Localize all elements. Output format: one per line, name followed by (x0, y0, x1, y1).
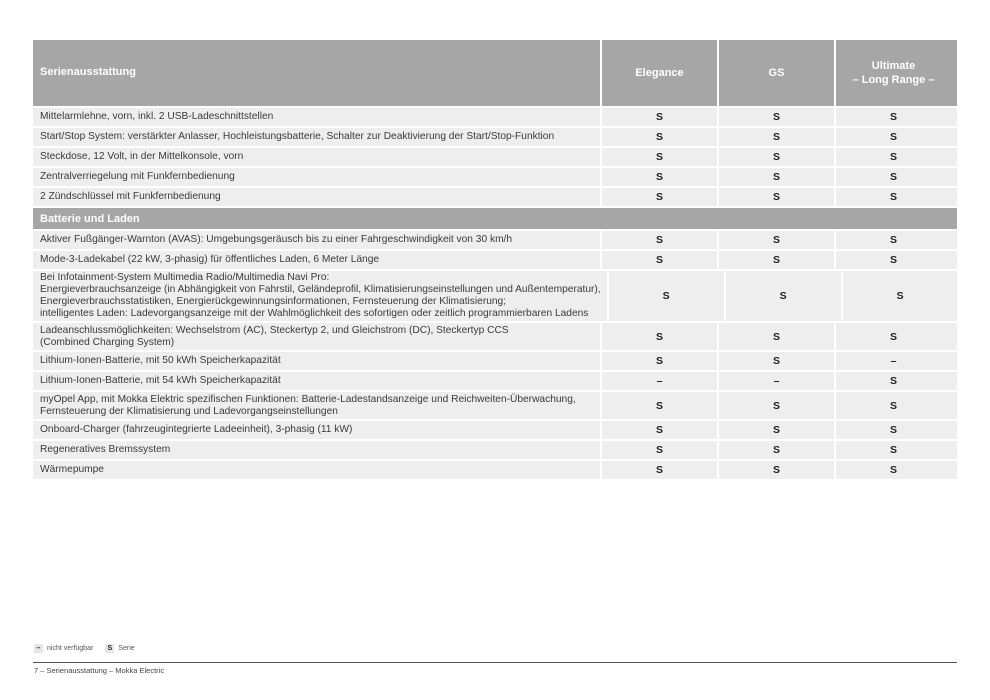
availability-cell: S (834, 108, 951, 126)
table-row (33, 148, 957, 166)
availability-cell: S (717, 392, 834, 419)
feature-text-line: 2 Zündschlüssel mit Funkfernbedienung (40, 191, 221, 203)
feature-description (33, 323, 600, 350)
feature-text-line: Lithium-Ionen-Batterie, mit 54 kWh Speicherkapazität (40, 375, 281, 387)
table-row (33, 352, 957, 370)
table-row (33, 441, 957, 459)
footer-divider (33, 662, 957, 663)
feature-text-line: Energieverbrauchsstatistiken, Energierückgewinnungsinformationen, Fernsteuerung der Klimatisierung; (40, 296, 507, 307)
availability-cell: S (841, 271, 958, 321)
availability-cell: S (717, 352, 834, 370)
availability-cell: S (834, 392, 951, 419)
feature-text-line: Mittelarmlehne, vorn, inkl. 2 USB-Ladeschnittstellen (40, 111, 274, 123)
table-header (33, 40, 957, 106)
availability-cell: S (600, 251, 717, 269)
feature-text-line: Bei Infotainment-System Multimedia Radio/Multimedia Navi Pro: (40, 272, 330, 284)
feature-text-line: Aktiver Fußgänger-Warnton (AVAS): Umgebungsgeräusch bis zu einer Fahrgeschwindigkeit von 30 km/h (40, 234, 513, 246)
feature-text-line: (Combined Charging System) (40, 336, 175, 348)
availability-cell: S (717, 231, 834, 249)
legend (34, 644, 135, 653)
feature-text-line: Fernsteuerung der Klimatisierung und Ladevorgangseinstellungen (40, 405, 338, 417)
feature-text-line: Ladeanschlussmöglichkeiten: Wechselstrom (AC), Steckertyp 2, und Gleichstrom (DC), Steckertyp CCS (40, 324, 509, 336)
feature-description (33, 461, 600, 479)
availability-cell: S (717, 421, 834, 439)
availability-cell: S (600, 421, 717, 439)
trim-header-gs (717, 40, 834, 106)
feature-description (33, 271, 607, 321)
availability-cell: S (834, 441, 951, 459)
feature-description (33, 231, 600, 249)
table-row (33, 421, 957, 439)
trim-label: GS (768, 67, 785, 79)
availability-cell: S (834, 251, 951, 269)
legend-standard-label: Serie (118, 645, 135, 652)
feature-description (33, 251, 600, 269)
availability-cell: S (600, 188, 717, 206)
availability-cell: S (600, 231, 717, 249)
feature-text-line: Steckdose, 12 Volt, in der Mittelkonsole, vorn (40, 151, 244, 163)
availability-cell: S (600, 128, 717, 146)
availability-cell: S (717, 441, 834, 459)
table-row (33, 323, 957, 350)
feature-column-label: Serienausstattung (40, 66, 136, 79)
feature-description (33, 108, 600, 126)
availability-cell: S (717, 108, 834, 126)
feature-text-line: Start/Stop System: verstärkter Anlasser, Hochleistungsbatterie, Schalter zur Deaktivierung der Start/Stop-Funktion (40, 131, 555, 143)
availability-cell: S (834, 148, 951, 166)
feature-text-line: Onboard-Charger (fahrzeugintegrierte Ladeeinheit), 3-phasig (11 kW) (40, 424, 353, 436)
availability-cell: S (600, 108, 717, 126)
feature-text-line: intelligentes Laden: Ladevorgangsanzeige mit der Wahlmöglichkeit des sofortigen oder zeitlich programmierbaren Ladens (40, 307, 589, 319)
availability-cell: S (834, 461, 951, 479)
availability-cell: S (600, 392, 717, 419)
table-row (33, 108, 957, 126)
feature-description (33, 168, 600, 186)
availability-cell: S (717, 323, 834, 350)
availability-cell: S (717, 461, 834, 479)
feature-text-line: Zentralverriegelung mit Funkfernbedienung (40, 171, 235, 183)
availability-cell: S (717, 251, 834, 269)
table-row (33, 251, 957, 269)
table-row (33, 461, 957, 479)
table-row (33, 392, 957, 419)
availability-cell: S (600, 352, 717, 370)
trim-header-elegance (600, 40, 717, 106)
section-title: Batterie und Laden (40, 212, 140, 225)
availability-cell: S (834, 128, 951, 146)
feature-text-line: Wärmepumpe (40, 464, 104, 476)
availability-cell: S (600, 148, 717, 166)
availability-cell: S (724, 271, 841, 321)
table-row (33, 271, 957, 321)
availability-cell: S (834, 168, 951, 186)
availability-cell: S (717, 188, 834, 206)
availability-cell: S (834, 231, 951, 249)
availability-cell: S (600, 441, 717, 459)
equipment-table (33, 40, 957, 481)
availability-cell: S (600, 323, 717, 350)
table-row (33, 188, 957, 206)
feature-text-line: Energieverbrauchsanzeige (in Abhängigkeit von Fahrstil, Geländeprofil, Klimatisierungseinstellungen und Außentemperatur), (40, 284, 601, 296)
feature-column-header (33, 40, 600, 106)
feature-description (33, 372, 600, 390)
availability-cell: – (600, 372, 717, 390)
trim-label: Elegance (635, 67, 684, 79)
feature-description (33, 441, 600, 459)
table-row (33, 128, 957, 146)
feature-description (33, 352, 600, 370)
availability-cell: S (834, 421, 951, 439)
page-footer: 7 – Serienausstattung – Mokka Electric (34, 666, 165, 675)
rows-group-general (33, 108, 957, 206)
table-row (33, 372, 957, 390)
trim-header-ultimate (834, 40, 951, 106)
feature-text-line: Regeneratives Bremssystem (40, 444, 171, 456)
feature-text-line: myOpel App, mit Mokka Elektric spezifischen Funktionen: Batterie-Ladestandsanzeige und Reichweiten-Überwachung, (40, 393, 576, 405)
rows-group-battery (33, 231, 957, 479)
feature-description (33, 128, 600, 146)
availability-cell: S (717, 148, 834, 166)
availability-cell: S (834, 372, 951, 390)
standard-symbol: S (105, 644, 114, 653)
availability-cell: S (834, 323, 951, 350)
dash-symbol: – (34, 644, 43, 653)
trim-label: Ultimate (871, 60, 916, 72)
feature-description (33, 188, 600, 206)
legend-dash-label: nicht verfügbar (47, 645, 94, 652)
table-row (33, 168, 957, 186)
feature-description (33, 392, 600, 419)
feature-text-line: Mode-3-Ladekabel (22 kW, 3-phasig) für öffentliches Laden, 6 Meter Länge (40, 254, 380, 266)
availability-cell: S (717, 128, 834, 146)
availability-cell: S (717, 168, 834, 186)
availability-cell: S (600, 461, 717, 479)
availability-cell: S (607, 271, 724, 321)
section-header (33, 208, 957, 229)
availability-cell: – (834, 352, 951, 370)
feature-description (33, 421, 600, 439)
availability-cell: S (600, 168, 717, 186)
table-row (33, 231, 957, 249)
feature-text-line: Lithium-Ionen-Batterie, mit 50 kWh Speicherkapazität (40, 355, 281, 367)
trim-sublabel: – Long Range – (852, 74, 935, 86)
availability-cell: S (834, 188, 951, 206)
feature-description (33, 148, 600, 166)
availability-cell: – (717, 372, 834, 390)
